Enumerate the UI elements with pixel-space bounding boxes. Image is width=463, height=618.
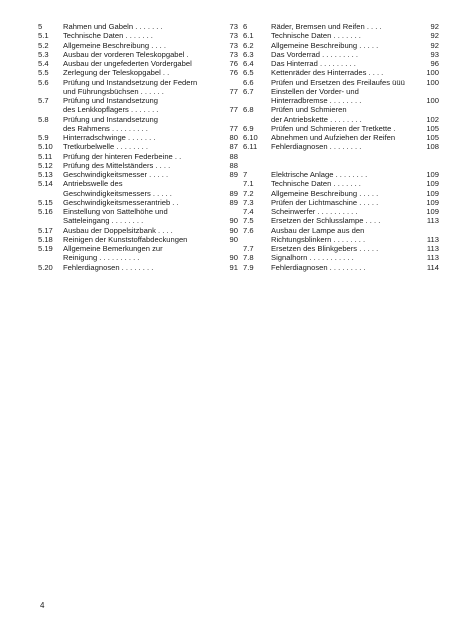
toc-entry-title: Prüfen und Schmieren der Tretkette . xyxy=(271,123,396,133)
toc-entry xyxy=(38,235,238,244)
toc-entry-page: 114 xyxy=(426,262,439,272)
toc-entry-page: 90 xyxy=(229,234,238,244)
toc-entry xyxy=(243,133,439,142)
toc-entry-page: 77 xyxy=(229,86,238,96)
toc-entry xyxy=(38,68,238,77)
toc-entry-title: Kettenräder des Hinterrades . . . . xyxy=(271,68,384,78)
toc-entry xyxy=(38,50,238,59)
toc-entry xyxy=(38,133,238,142)
toc-entry xyxy=(38,41,238,50)
toc-entry-number: 7.5 xyxy=(243,216,254,226)
toc-entry xyxy=(243,189,439,198)
toc-entry-page: 105 xyxy=(426,133,439,142)
toc-entry-title: Prüfen und Ersetzen des Freilaufes üüü xyxy=(271,77,405,87)
toc-entry-number: 7.8 xyxy=(243,253,254,263)
toc-entry-page: 88 xyxy=(229,160,238,170)
toc-entry-title: Prüfen und Schmieren xyxy=(271,105,347,115)
toc-entry-number: 5.3 xyxy=(38,49,49,59)
toc-entry xyxy=(243,124,439,133)
toc-entry xyxy=(243,87,439,96)
toc-entry-page: 77 xyxy=(229,123,238,133)
toc-entry xyxy=(38,263,238,272)
toc-entry-title: Rahmen und Gabeln . . . . . . . xyxy=(63,22,163,31)
toc-entry-title: Allgemeine Beschreibung . . . . xyxy=(63,40,166,50)
toc-entry-title: Geschwindigkeitsmesserantrieb . . xyxy=(63,197,179,207)
toc-entry-title: Reinigen der Kunststoffabdeckungen xyxy=(63,234,188,244)
toc-entry-title: Zerlegung der Teleskopgabel . . xyxy=(63,68,170,78)
toc-entry-number: 6.3 xyxy=(243,49,254,59)
toc-entry-number: 5.10 xyxy=(38,142,53,152)
toc-entry-title: Antriebswelle des xyxy=(63,179,123,189)
toc-entry-title: Prüfung und Instandsetzung xyxy=(63,114,158,124)
toc-entry-number: 7.6 xyxy=(243,225,254,235)
toc-entry-title: Einstellen der Vorder- und xyxy=(271,86,359,96)
toc-entry-page: 100 xyxy=(426,96,439,105)
toc-left-column xyxy=(38,22,238,272)
toc-entry xyxy=(38,216,238,225)
toc-entry-page: 113 xyxy=(426,234,439,244)
toc-entry-page: 91 xyxy=(229,262,238,272)
toc-entry-title: Ersetzen der Schlusslampe . . . . xyxy=(271,216,381,226)
toc-entry xyxy=(243,216,439,225)
toc-entry-title: Ausbau der Doppelsitzbank . . . . xyxy=(63,225,173,235)
toc-entry-page: 109 xyxy=(426,170,439,179)
toc-entry-page: 105 xyxy=(426,123,439,133)
toc-entry-page: 89 xyxy=(229,197,238,207)
toc-entry xyxy=(243,226,439,235)
toc-entry xyxy=(243,115,439,124)
toc-entry xyxy=(243,235,439,244)
toc-entry xyxy=(243,207,439,216)
toc-entry-number: 5.6 xyxy=(38,77,49,87)
toc-entry-page: 109 xyxy=(426,197,439,207)
toc-entry-page: 109 xyxy=(426,188,439,198)
toc-entry-title: Abnehmen und Aufziehen der Reifen xyxy=(271,133,396,142)
toc-entry-title: Allgemeine Beschreibung . . . . . xyxy=(271,40,379,50)
toc-entry-title: Räder, Bremsen und Reifen . . . . xyxy=(271,22,382,31)
toc-entry-title: Prüfung und Instandsetzung der Federn xyxy=(63,77,198,87)
toc-entry-number: 7.7 xyxy=(243,244,254,253)
toc-entry-title: des Lenkkopflagers . . . . . . . xyxy=(63,105,159,115)
toc-entry xyxy=(243,253,439,262)
toc-entry xyxy=(38,87,238,96)
toc-entry xyxy=(38,198,238,207)
toc-entry-number: 5.9 xyxy=(38,133,49,142)
toc-entry-number: 5.14 xyxy=(38,179,53,189)
toc-entry-page: 90 xyxy=(229,253,238,263)
toc-entry-number: 6.1 xyxy=(243,31,254,41)
toc-entry-title: Ausbau der Lampe aus den xyxy=(271,225,365,235)
toc-entry xyxy=(38,59,238,68)
toc-entry-title: Geschwindigkeitsmesser . . . . . xyxy=(63,170,169,179)
toc-entry xyxy=(38,161,238,170)
toc-entry xyxy=(38,170,238,179)
toc-entry xyxy=(243,41,439,50)
toc-entry-title: des Rahmens . . . . . . . . . xyxy=(63,123,148,133)
toc-entry-page: 76 xyxy=(229,59,238,68)
toc-entry xyxy=(38,244,238,253)
toc-entry-title: Geschwindigkeitsmessers . . . . . xyxy=(63,188,172,198)
toc-entry-number: 7.2 xyxy=(243,188,254,198)
toc-entry xyxy=(38,78,238,87)
page-number: 4 xyxy=(40,601,45,610)
toc-entry-title: Technische Daten . . . . . . . xyxy=(63,31,153,41)
toc-entry-title: Das Vorderrad . . . . . . . . . xyxy=(271,49,358,59)
toc-entry-page: 102 xyxy=(426,114,439,124)
toc-entry-page: 113 xyxy=(426,253,439,263)
toc-entry xyxy=(243,50,439,59)
toc-entry-number: 6.6 xyxy=(243,77,254,87)
toc-entry xyxy=(243,105,439,114)
toc-entry xyxy=(243,31,439,40)
toc-entry xyxy=(243,263,439,272)
toc-right-column xyxy=(243,22,439,272)
toc-entry-page: 113 xyxy=(426,244,439,253)
toc-entry xyxy=(38,96,238,105)
toc-entry-number: 5.7 xyxy=(38,96,49,105)
toc-entry-page: 93 xyxy=(430,49,439,59)
toc-entry-number: 7.1 xyxy=(243,179,254,189)
toc-entry-number: 6.4 xyxy=(243,59,254,68)
toc-entry-number: 5 xyxy=(38,22,43,31)
toc-entry xyxy=(38,105,238,114)
toc-entry-title: Elektrische Anlage . . . . . . . . xyxy=(271,170,368,179)
toc-entry-number: 6.5 xyxy=(243,68,254,78)
toc-entry-number: 7 xyxy=(243,170,248,179)
toc-entry xyxy=(38,189,238,198)
toc-entry xyxy=(243,170,439,179)
toc-entry-number: 7.3 xyxy=(243,197,254,207)
toc-entry-page: 89 xyxy=(229,188,238,198)
toc-entry-title: Hinterradschwinge . . . . . . . xyxy=(63,133,156,142)
toc-entry-number: 5.8 xyxy=(38,114,49,124)
toc-entry-number: 5.11 xyxy=(38,151,53,161)
toc-entry xyxy=(38,22,238,31)
toc-entry-number: 5.12 xyxy=(38,160,53,170)
toc-entry xyxy=(38,31,238,40)
toc-entry-number: 5.5 xyxy=(38,68,49,78)
toc-entry-title: Ersetzen des Blinkgebers . . . . . xyxy=(271,244,379,253)
toc-entry-title: Fehlerdiagnosen . . . . . . . . . xyxy=(271,262,366,272)
toc-entry-number: 5.15 xyxy=(38,197,53,207)
toc-entry-number: 5.2 xyxy=(38,40,49,50)
toc-entry-number: 5.13 xyxy=(38,170,53,179)
toc-entry-title: Tretkurbelwelle . . . . . . . . xyxy=(63,142,148,152)
toc-entry-page: 109 xyxy=(426,179,439,189)
toc-entry-page: 73 xyxy=(229,22,238,31)
toc-entry-page: 108 xyxy=(426,142,439,152)
toc-entry xyxy=(243,198,439,207)
toc-entry-title: Richtungsblinkern . . . . . . . . xyxy=(271,234,366,244)
toc-entry-number: 6.2 xyxy=(243,40,254,50)
toc-entry-title: Das Hinterrad . . . . . . . . . xyxy=(271,59,356,68)
toc-entry-title: Allgemeine Beschreibung . . . . . xyxy=(271,188,379,198)
toc-entry-page: 100 xyxy=(426,68,439,78)
toc-entry xyxy=(38,207,238,216)
toc-entry-number: 5.17 xyxy=(38,225,53,235)
toc-entry-number: 7.9 xyxy=(243,262,254,272)
toc-entry-number: 5.16 xyxy=(38,207,53,216)
toc-entry-title: Allgemeine Bemerkungen zur xyxy=(63,244,163,253)
toc-entry-number: 6.9 xyxy=(243,123,254,133)
toc-entry-title: Prüfung und Instandsetzung xyxy=(63,96,158,105)
toc-entry xyxy=(243,179,439,188)
toc-entry-title: Scheinwerfer . . . . . . . . . . xyxy=(271,207,358,216)
toc-entry xyxy=(38,253,238,262)
toc-entry xyxy=(38,226,238,235)
toc-entry xyxy=(243,78,439,87)
toc-entry-title: Signalhorn . . . . . . . . . . . xyxy=(271,253,354,263)
toc-entry xyxy=(38,115,238,124)
toc-entry xyxy=(243,68,439,77)
toc-entry xyxy=(38,124,238,133)
toc-entry-page: 90 xyxy=(229,225,238,235)
toc-entry-title: Fehlerdiagnosen . . . . . . . . xyxy=(271,142,362,152)
toc-entry-page: 113 xyxy=(426,216,439,226)
toc-entry-title: Satteleingang . . . . . . . . xyxy=(63,216,144,226)
toc-entry-page: 73 xyxy=(229,40,238,50)
toc-entry xyxy=(243,22,439,31)
toc-entry-title: Fehlerdiagnosen . . . . . . . . xyxy=(63,262,154,272)
toc-entry-page: 96 xyxy=(430,59,439,68)
toc-entry-title: Ausbau der ungefederten Vordergabel xyxy=(63,59,192,68)
toc-entry-page: 73 xyxy=(229,31,238,41)
toc-entry-number: 5.19 xyxy=(38,244,53,253)
toc-entry xyxy=(243,142,439,151)
toc-entry-page: 90 xyxy=(229,216,238,226)
toc-entry-number: 6 xyxy=(243,22,248,31)
toc-entry-title: Hinterradbremse . . . . . . . . xyxy=(271,96,362,105)
toc-entry-number: 6.11 xyxy=(243,142,258,152)
toc-entry-page: 92 xyxy=(430,40,439,50)
toc-entry-title: Reinigung . . . . . . . . . . xyxy=(63,253,140,263)
toc-entry xyxy=(243,244,439,253)
toc-entry-title: Prüfung der hinteren Federbeine . . xyxy=(63,151,182,161)
toc-entry-title: Prüfung des Mittelständers . . . . xyxy=(63,160,171,170)
toc-entry xyxy=(38,152,238,161)
toc-entry xyxy=(243,161,439,170)
toc-entry-page: 87 xyxy=(229,142,238,152)
toc-entry-page: 109 xyxy=(426,207,439,216)
toc-entry-page: 100 xyxy=(426,77,439,87)
toc-entry-number: 6.10 xyxy=(243,133,258,142)
toc-entry-title: Prüfen der Lichtmaschine . . . . . xyxy=(271,197,379,207)
toc-entry-page: 92 xyxy=(430,31,439,41)
toc-entry-title: Ausbau der vorderen Teleskopgabel . xyxy=(63,49,189,59)
toc-entry-number: 5.20 xyxy=(38,262,53,272)
toc-entry xyxy=(38,179,238,188)
toc-entry-number: 6.7 xyxy=(243,86,254,96)
toc-entry-page: 88 xyxy=(229,151,238,161)
toc-entry-title: Einstellung von Sattelhöhe und xyxy=(63,207,168,216)
toc-entry-number: 5.1 xyxy=(38,31,49,41)
toc-entry xyxy=(38,142,238,151)
toc-entry xyxy=(243,59,439,68)
toc-entry-page: 89 xyxy=(229,170,238,179)
toc-entry-number: 5.18 xyxy=(38,234,53,244)
toc-entry-number: 6.8 xyxy=(243,105,254,115)
toc-entry-title: Technische Daten . . . . . . . xyxy=(271,179,361,189)
toc-entry-title: der Antriebskette . . . . . . . . xyxy=(271,114,362,124)
toc-entry-page: 73 xyxy=(229,49,238,59)
toc-entry xyxy=(243,96,439,105)
toc-entry-page: 80 xyxy=(229,133,238,142)
toc-entry-number: 5.4 xyxy=(38,59,49,68)
toc-entry-title: Technische Daten . . . . . . . xyxy=(271,31,361,41)
toc-entry-page: 77 xyxy=(229,105,238,115)
toc-entry-number: 7.4 xyxy=(243,207,254,216)
toc-entry xyxy=(243,152,439,161)
toc-entry-page: 92 xyxy=(430,22,439,31)
toc-entry-title: und Führungsbüchsen . . . . . . xyxy=(63,86,164,96)
toc-entry-page: 76 xyxy=(229,68,238,78)
